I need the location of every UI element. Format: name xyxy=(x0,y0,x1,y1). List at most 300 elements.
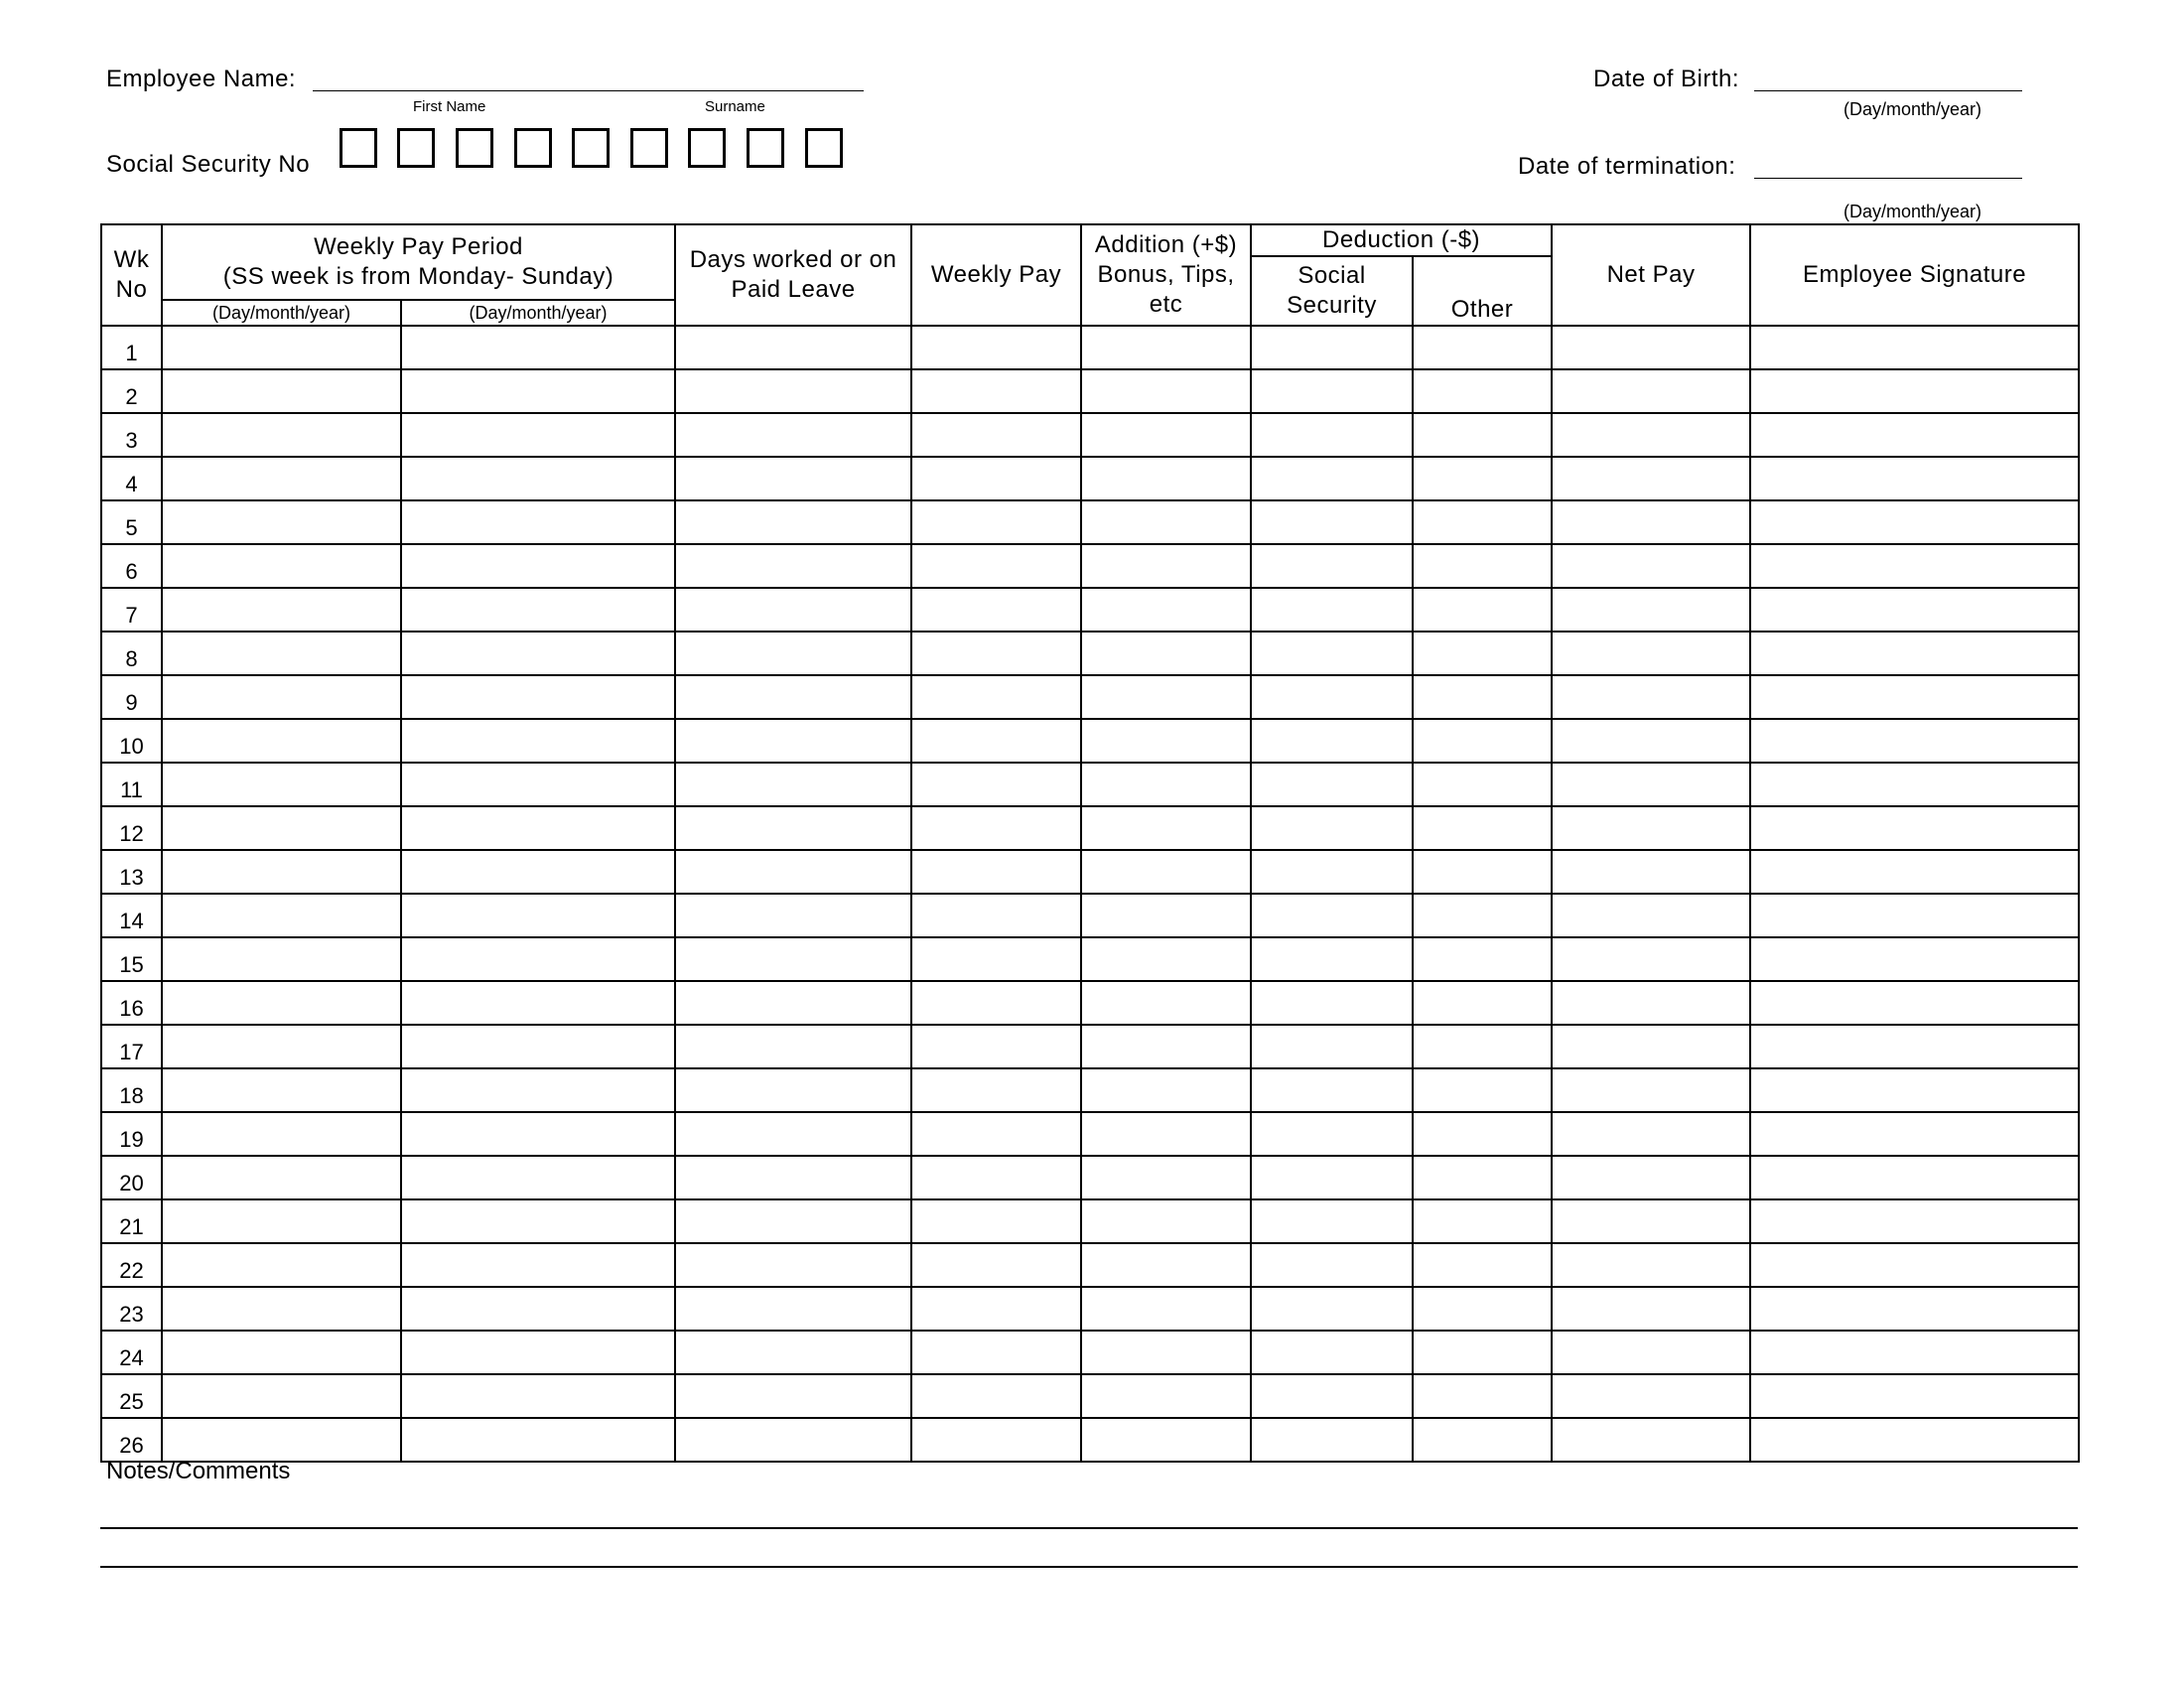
other-deduction-cell[interactable] xyxy=(1413,369,1552,413)
week-number-cell: 20 xyxy=(101,1156,162,1199)
days-worked-cell[interactable] xyxy=(675,1156,911,1199)
date-of-birth-label: Date of Birth: xyxy=(1593,66,1740,92)
social-security-label: Social Security No xyxy=(106,151,311,178)
addition-cell[interactable] xyxy=(1081,457,1251,500)
week-number-cell: 11 xyxy=(101,763,162,806)
social-security-cell[interactable] xyxy=(1251,1199,1413,1243)
week-number-cell: 16 xyxy=(101,981,162,1025)
signature-cell[interactable] xyxy=(1750,1243,2079,1287)
weekly-pay-cell[interactable] xyxy=(911,1331,1081,1374)
col-employee-signature: Employee Signature xyxy=(1750,224,2079,326)
social-security-cell[interactable] xyxy=(1251,1243,1413,1287)
week-number-cell: 9 xyxy=(101,675,162,719)
weekly-pay-cell[interactable] xyxy=(911,719,1081,763)
weekly-pay-cell[interactable] xyxy=(911,850,1081,894)
net-pay-cell[interactable] xyxy=(1552,1199,1750,1243)
addition-cell[interactable] xyxy=(1081,632,1251,675)
signature-cell[interactable] xyxy=(1750,981,2079,1025)
other-deduction-cell[interactable] xyxy=(1413,763,1552,806)
days-worked-cell[interactable] xyxy=(675,1112,911,1156)
weekly-pay-cell[interactable] xyxy=(911,457,1081,500)
period-from-cell[interactable] xyxy=(162,544,401,588)
ss-digit-box[interactable] xyxy=(572,128,610,168)
period-from-cell[interactable] xyxy=(162,850,401,894)
period-from-cell[interactable] xyxy=(162,806,401,850)
period-to-cell[interactable] xyxy=(401,850,675,894)
social-security-cell[interactable] xyxy=(1251,1418,1413,1462)
days-worked-cell[interactable] xyxy=(675,544,911,588)
notes-line[interactable] xyxy=(100,1566,2078,1568)
days-worked-cell[interactable] xyxy=(675,1374,911,1418)
period-from-cell[interactable] xyxy=(162,1418,401,1462)
social-security-cell[interactable] xyxy=(1251,632,1413,675)
period-to-cell[interactable] xyxy=(401,894,675,937)
net-pay-cell[interactable] xyxy=(1552,632,1750,675)
weekly-pay-cell[interactable] xyxy=(911,1243,1081,1287)
addition-cell[interactable] xyxy=(1081,326,1251,369)
other-deduction-cell[interactable] xyxy=(1413,1112,1552,1156)
weekly-pay-cell[interactable] xyxy=(911,632,1081,675)
signature-cell[interactable] xyxy=(1750,1418,2079,1462)
days-worked-cell[interactable] xyxy=(675,1243,911,1287)
other-deduction-cell[interactable] xyxy=(1413,850,1552,894)
days-worked-cell[interactable] xyxy=(675,719,911,763)
net-pay-cell[interactable] xyxy=(1552,981,1750,1025)
signature-cell[interactable] xyxy=(1750,326,2079,369)
net-pay-cell[interactable] xyxy=(1552,1331,1750,1374)
period-to-cell[interactable] xyxy=(401,937,675,981)
days-worked-cell[interactable] xyxy=(675,763,911,806)
social-security-cell[interactable] xyxy=(1251,369,1413,413)
week-number-cell: 2 xyxy=(101,369,162,413)
social-security-cell[interactable] xyxy=(1251,457,1413,500)
weekly-pay-cell[interactable] xyxy=(911,413,1081,457)
net-pay-cell[interactable] xyxy=(1552,500,1750,544)
other-deduction-cell[interactable] xyxy=(1413,457,1552,500)
social-security-cell[interactable] xyxy=(1251,1287,1413,1331)
addition-cell[interactable] xyxy=(1081,1331,1251,1374)
date-of-termination-label: Date of termination: xyxy=(1518,153,1736,180)
table-row xyxy=(101,588,2079,632)
weekly-pay-cell[interactable] xyxy=(911,1068,1081,1112)
ss-digit-box[interactable] xyxy=(688,128,726,168)
other-deduction-cell[interactable] xyxy=(1413,1068,1552,1112)
days-worked-cell[interactable] xyxy=(675,413,911,457)
other-deduction-cell[interactable] xyxy=(1413,1418,1552,1462)
other-deduction-cell[interactable] xyxy=(1413,413,1552,457)
period-from-cell[interactable] xyxy=(162,1068,401,1112)
net-pay-cell[interactable] xyxy=(1552,413,1750,457)
period-to-cell[interactable] xyxy=(401,369,675,413)
signature-cell[interactable] xyxy=(1750,719,2079,763)
period-to-cell[interactable] xyxy=(401,981,675,1025)
ss-digit-box[interactable] xyxy=(630,128,668,168)
days-worked-cell[interactable] xyxy=(675,1199,911,1243)
social-security-cell[interactable] xyxy=(1251,326,1413,369)
addition-cell[interactable] xyxy=(1081,675,1251,719)
date-of-birth-field[interactable] xyxy=(1754,90,2022,91)
period-from-cell[interactable] xyxy=(162,1243,401,1287)
col-weekly-pay: Weekly Pay xyxy=(911,224,1081,326)
addition-cell[interactable] xyxy=(1081,763,1251,806)
signature-cell[interactable] xyxy=(1750,1287,2079,1331)
signature-cell[interactable] xyxy=(1750,544,2079,588)
net-pay-cell[interactable] xyxy=(1552,1418,1750,1462)
days-worked-cell[interactable] xyxy=(675,1331,911,1374)
signature-cell[interactable] xyxy=(1750,894,2079,937)
weekly-pay-cell[interactable] xyxy=(911,1025,1081,1068)
addition-cell[interactable] xyxy=(1081,544,1251,588)
weekly-pay-cell[interactable] xyxy=(911,675,1081,719)
period-from-cell[interactable] xyxy=(162,937,401,981)
days-worked-cell[interactable] xyxy=(675,369,911,413)
days-worked-cell[interactable] xyxy=(675,981,911,1025)
signature-cell[interactable] xyxy=(1750,675,2079,719)
period-to-cell[interactable] xyxy=(401,1068,675,1112)
period-to-cell[interactable] xyxy=(401,413,675,457)
addition-cell[interactable] xyxy=(1081,719,1251,763)
social-security-cell[interactable] xyxy=(1251,763,1413,806)
col-days-worked: Days worked or on Paid Leave xyxy=(675,224,911,326)
social-security-cell[interactable] xyxy=(1251,1068,1413,1112)
social-security-cell[interactable] xyxy=(1251,894,1413,937)
period-to-cell[interactable] xyxy=(401,719,675,763)
other-deduction-cell[interactable] xyxy=(1413,937,1552,981)
signature-cell[interactable] xyxy=(1750,1156,2079,1199)
weekly-pay-cell[interactable] xyxy=(911,1287,1081,1331)
other-deduction-cell[interactable] xyxy=(1413,1331,1552,1374)
other-deduction-cell[interactable] xyxy=(1413,500,1552,544)
signature-cell[interactable] xyxy=(1750,806,2079,850)
days-worked-cell[interactable] xyxy=(675,675,911,719)
table-row xyxy=(101,1287,2079,1331)
period-from-cell[interactable] xyxy=(162,1025,401,1068)
addition-cell[interactable] xyxy=(1081,1287,1251,1331)
period-to-cell[interactable] xyxy=(401,1243,675,1287)
weekly-pay-cell[interactable] xyxy=(911,937,1081,981)
week-number-cell: 21 xyxy=(101,1199,162,1243)
addition-cell[interactable] xyxy=(1081,413,1251,457)
period-to-cell[interactable] xyxy=(401,588,675,632)
weekly-pay-cell[interactable] xyxy=(911,588,1081,632)
payroll-table xyxy=(100,223,2080,1463)
weekly-pay-cell[interactable] xyxy=(911,763,1081,806)
period-to-cell[interactable] xyxy=(401,1374,675,1418)
weekly-pay-cell[interactable] xyxy=(911,894,1081,937)
table-row xyxy=(101,675,2079,719)
table-row xyxy=(101,1199,2079,1243)
social-security-cell[interactable] xyxy=(1251,937,1413,981)
signature-cell[interactable] xyxy=(1750,1199,2079,1243)
notes-label: Notes/Comments xyxy=(106,1458,291,1484)
net-pay-cell[interactable] xyxy=(1552,937,1750,981)
period-from-cell[interactable] xyxy=(162,588,401,632)
table-row xyxy=(101,981,2079,1025)
period-to-cell[interactable] xyxy=(401,1025,675,1068)
table-row xyxy=(101,326,2079,369)
signature-cell[interactable] xyxy=(1750,588,2079,632)
week-number-cell: 22 xyxy=(101,1243,162,1287)
days-worked-cell[interactable] xyxy=(675,326,911,369)
period-to-cell[interactable] xyxy=(401,326,675,369)
employee-name-field[interactable] xyxy=(313,90,864,91)
period-to-cell[interactable] xyxy=(401,1112,675,1156)
other-deduction-cell[interactable] xyxy=(1413,719,1552,763)
social-security-cell[interactable] xyxy=(1251,981,1413,1025)
other-deduction-cell[interactable] xyxy=(1413,544,1552,588)
net-pay-cell[interactable] xyxy=(1552,1068,1750,1112)
period-to-cell[interactable] xyxy=(401,632,675,675)
date-of-termination-field[interactable] xyxy=(1754,178,2022,179)
other-deduction-cell[interactable] xyxy=(1413,632,1552,675)
table-row xyxy=(101,457,2079,500)
weekly-pay-cell[interactable] xyxy=(911,1374,1081,1418)
table-row xyxy=(101,937,2079,981)
weekly-pay-cell[interactable] xyxy=(911,1418,1081,1462)
other-deduction-cell[interactable] xyxy=(1413,1199,1552,1243)
period-from-cell[interactable] xyxy=(162,1287,401,1331)
period-from-cell[interactable] xyxy=(162,457,401,500)
other-deduction-cell[interactable] xyxy=(1413,981,1552,1025)
weekly-pay-cell[interactable] xyxy=(911,1112,1081,1156)
week-number-cell: 19 xyxy=(101,1112,162,1156)
days-worked-cell[interactable] xyxy=(675,632,911,675)
other-deduction-cell[interactable] xyxy=(1413,326,1552,369)
net-pay-cell[interactable] xyxy=(1552,1287,1750,1331)
other-deduction-cell[interactable] xyxy=(1413,1025,1552,1068)
net-pay-cell[interactable] xyxy=(1552,894,1750,937)
signature-cell[interactable] xyxy=(1750,457,2079,500)
col-net-pay: Net Pay xyxy=(1552,224,1750,326)
period-from-cell[interactable] xyxy=(162,1199,401,1243)
period-from-cell[interactable] xyxy=(162,1374,401,1418)
net-pay-cell[interactable] xyxy=(1552,1025,1750,1068)
surname-label: Surname xyxy=(705,98,765,115)
period-to-cell[interactable] xyxy=(401,763,675,806)
net-pay-cell[interactable] xyxy=(1552,457,1750,500)
ss-digit-box[interactable] xyxy=(747,128,784,168)
weekly-pay-cell[interactable] xyxy=(911,326,1081,369)
period-to-cell[interactable] xyxy=(401,1287,675,1331)
weekly-pay-cell[interactable] xyxy=(911,981,1081,1025)
signature-cell[interactable] xyxy=(1750,1331,2079,1374)
week-number-cell: 12 xyxy=(101,806,162,850)
net-pay-cell[interactable] xyxy=(1552,326,1750,369)
other-deduction-cell[interactable] xyxy=(1413,806,1552,850)
net-pay-cell[interactable] xyxy=(1552,1374,1750,1418)
period-to-cell[interactable] xyxy=(401,675,675,719)
period-from-cell[interactable] xyxy=(162,1331,401,1374)
week-number-cell: 4 xyxy=(101,457,162,500)
period-to-cell[interactable] xyxy=(401,1331,675,1374)
period-from-cell[interactable] xyxy=(162,981,401,1025)
days-worked-cell[interactable] xyxy=(675,457,911,500)
table-row xyxy=(101,500,2079,544)
days-worked-cell[interactable] xyxy=(675,1418,911,1462)
net-pay-cell[interactable] xyxy=(1552,675,1750,719)
other-deduction-cell[interactable] xyxy=(1413,1243,1552,1287)
social-security-cell[interactable] xyxy=(1251,413,1413,457)
ss-digit-box[interactable] xyxy=(397,128,435,168)
weekly-pay-cell[interactable] xyxy=(911,1199,1081,1243)
social-security-cell[interactable] xyxy=(1251,544,1413,588)
social-security-cell[interactable] xyxy=(1251,1331,1413,1374)
table-row xyxy=(101,850,2079,894)
signature-cell[interactable] xyxy=(1750,1068,2079,1112)
signature-cell[interactable] xyxy=(1750,369,2079,413)
week-number-cell: 3 xyxy=(101,413,162,457)
weekly-pay-cell[interactable] xyxy=(911,806,1081,850)
week-number-cell: 17 xyxy=(101,1025,162,1068)
addition-cell[interactable] xyxy=(1081,1068,1251,1112)
addition-cell[interactable] xyxy=(1081,981,1251,1025)
signature-cell[interactable] xyxy=(1750,763,2079,806)
addition-cell[interactable] xyxy=(1081,1243,1251,1287)
period-from-cell[interactable] xyxy=(162,1156,401,1199)
period-from-cell[interactable] xyxy=(162,719,401,763)
signature-cell[interactable] xyxy=(1750,1112,2079,1156)
weekly-pay-cell[interactable] xyxy=(911,1156,1081,1199)
ss-digit-box[interactable] xyxy=(805,128,843,168)
net-pay-cell[interactable] xyxy=(1552,850,1750,894)
social-security-cell[interactable] xyxy=(1251,588,1413,632)
period-to-cell[interactable] xyxy=(401,544,675,588)
addition-cell[interactable] xyxy=(1081,500,1251,544)
col-weekly-pay-period xyxy=(162,224,675,300)
addition-cell[interactable] xyxy=(1081,1199,1251,1243)
addition-cell[interactable] xyxy=(1081,1156,1251,1199)
table-row xyxy=(101,1156,2079,1199)
week-number-cell: 1 xyxy=(101,326,162,369)
ss-digit-box[interactable] xyxy=(514,128,552,168)
period-from-cell[interactable] xyxy=(162,413,401,457)
addition-cell[interactable] xyxy=(1081,894,1251,937)
addition-cell[interactable] xyxy=(1081,369,1251,413)
net-pay-cell[interactable] xyxy=(1552,369,1750,413)
social-security-cell[interactable] xyxy=(1251,719,1413,763)
other-deduction-cell[interactable] xyxy=(1413,1374,1552,1418)
period-to-cell[interactable] xyxy=(401,457,675,500)
ss-digit-box[interactable] xyxy=(340,128,377,168)
addition-cell[interactable] xyxy=(1081,937,1251,981)
net-pay-cell[interactable] xyxy=(1552,1112,1750,1156)
net-pay-cell[interactable] xyxy=(1552,1156,1750,1199)
addition-cell[interactable] xyxy=(1081,588,1251,632)
period-from-cell[interactable] xyxy=(162,500,401,544)
notes-line[interactable] xyxy=(100,1527,2078,1529)
addition-cell[interactable] xyxy=(1081,806,1251,850)
signature-cell[interactable] xyxy=(1750,1374,2079,1418)
week-number-cell: 23 xyxy=(101,1287,162,1331)
days-worked-cell[interactable] xyxy=(675,894,911,937)
table-row xyxy=(101,1243,2079,1287)
week-number-cell: 13 xyxy=(101,850,162,894)
period-from-cell[interactable] xyxy=(162,369,401,413)
net-pay-cell[interactable] xyxy=(1552,544,1750,588)
signature-cell[interactable] xyxy=(1750,413,2079,457)
period-to-cell[interactable] xyxy=(401,806,675,850)
net-pay-cell[interactable] xyxy=(1552,719,1750,763)
period-from-cell[interactable] xyxy=(162,632,401,675)
other-deduction-cell[interactable] xyxy=(1413,1287,1552,1331)
days-worked-cell[interactable] xyxy=(675,850,911,894)
days-worked-cell[interactable] xyxy=(675,500,911,544)
week-number-cell: 24 xyxy=(101,1331,162,1374)
social-security-cell[interactable] xyxy=(1251,806,1413,850)
weekly-pay-cell[interactable] xyxy=(911,544,1081,588)
social-security-cell[interactable] xyxy=(1251,1025,1413,1068)
week-number-cell: 25 xyxy=(101,1374,162,1418)
days-worked-cell[interactable] xyxy=(675,1068,911,1112)
net-pay-cell[interactable] xyxy=(1552,763,1750,806)
table-row xyxy=(101,1112,2079,1156)
addition-cell[interactable] xyxy=(1081,1374,1251,1418)
net-pay-cell[interactable] xyxy=(1552,1243,1750,1287)
table-row xyxy=(101,763,2079,806)
period-from-cell[interactable] xyxy=(162,1112,401,1156)
period-from-cell[interactable] xyxy=(162,763,401,806)
net-pay-cell[interactable] xyxy=(1552,806,1750,850)
table-row xyxy=(101,1374,2079,1418)
signature-cell[interactable] xyxy=(1750,1025,2079,1068)
period-from-cell[interactable] xyxy=(162,675,401,719)
week-number-cell: 18 xyxy=(101,1068,162,1112)
table-row xyxy=(101,544,2079,588)
social-security-cell[interactable] xyxy=(1251,1374,1413,1418)
weekly-pay-cell[interactable] xyxy=(911,500,1081,544)
addition-cell[interactable] xyxy=(1081,850,1251,894)
table-row xyxy=(101,413,2079,457)
other-deduction-cell[interactable] xyxy=(1413,675,1552,719)
days-worked-cell[interactable] xyxy=(675,806,911,850)
social-security-cell[interactable] xyxy=(1251,500,1413,544)
social-security-cell[interactable] xyxy=(1251,1156,1413,1199)
days-worked-cell[interactable] xyxy=(675,1287,911,1331)
signature-cell[interactable] xyxy=(1750,500,2079,544)
col-social-security: Social Security xyxy=(1251,256,1413,326)
other-deduction-cell[interactable] xyxy=(1413,894,1552,937)
social-security-cell[interactable] xyxy=(1251,1112,1413,1156)
period-from-cell[interactable] xyxy=(162,326,401,369)
signature-cell[interactable] xyxy=(1750,937,2079,981)
other-deduction-cell[interactable] xyxy=(1413,588,1552,632)
week-number-cell: 7 xyxy=(101,588,162,632)
days-worked-cell[interactable] xyxy=(675,1025,911,1068)
other-deduction-cell[interactable] xyxy=(1413,1156,1552,1199)
social-security-cell[interactable] xyxy=(1251,850,1413,894)
signature-cell[interactable] xyxy=(1750,850,2079,894)
addition-cell[interactable] xyxy=(1081,1112,1251,1156)
ss-digit-box[interactable] xyxy=(456,128,493,168)
addition-cell[interactable] xyxy=(1081,1418,1251,1462)
period-to-cell[interactable] xyxy=(401,500,675,544)
date-of-birth-hint: (Day/month/year) xyxy=(1843,99,1982,119)
weekly-pay-cell[interactable] xyxy=(911,369,1081,413)
col-other: Other xyxy=(1413,256,1552,326)
period-to-cell[interactable] xyxy=(401,1199,675,1243)
period-to-cell[interactable] xyxy=(401,1418,675,1462)
addition-cell[interactable] xyxy=(1081,1025,1251,1068)
net-pay-cell[interactable] xyxy=(1552,588,1750,632)
signature-cell[interactable] xyxy=(1750,632,2079,675)
period-from-cell[interactable] xyxy=(162,894,401,937)
col-addition: Addition (+$) Bonus, Tips, etc xyxy=(1081,224,1251,326)
table-header xyxy=(101,224,2079,326)
social-security-cell[interactable] xyxy=(1251,675,1413,719)
days-worked-cell[interactable] xyxy=(675,588,911,632)
days-worked-cell[interactable] xyxy=(675,937,911,981)
period-to-cell[interactable] xyxy=(401,1156,675,1199)
